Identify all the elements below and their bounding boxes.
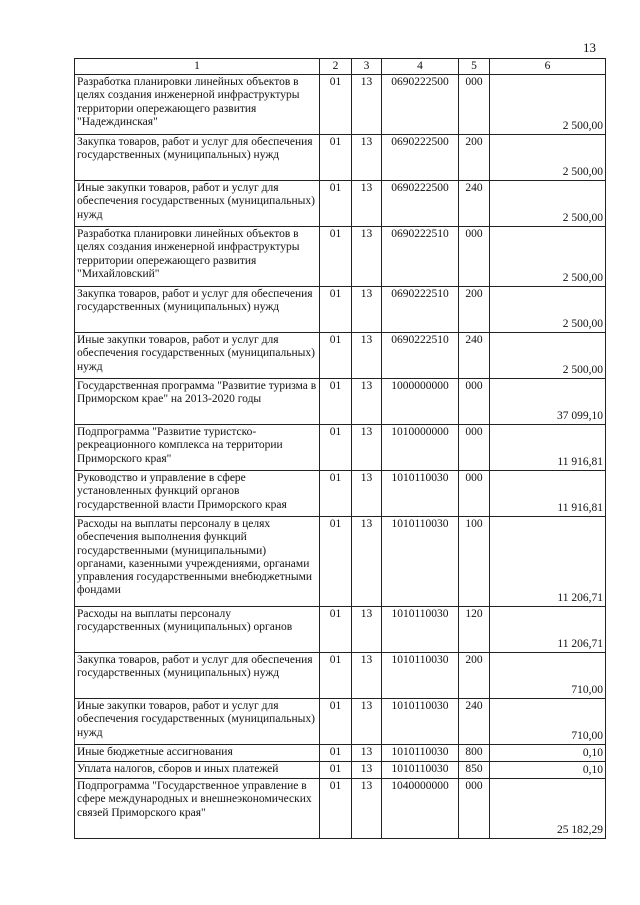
row-name-cell: Закупка товаров, работ и услуг для обеспечения государственных (муниципальных) нужд [75, 653, 320, 699]
section-code-cell: 01 [320, 333, 352, 379]
row-name-cell: Расходы на выплаты персоналу государственных (муниципальных) органов [75, 607, 320, 653]
subsection-code-cell: 13 [352, 287, 382, 333]
table-row [75, 745, 606, 762]
subsection-code-cell: 13 [352, 181, 382, 227]
target-article-cell: 0690222500 [382, 135, 459, 181]
subsection-code-cell: 13 [352, 745, 382, 762]
page-number: 13 [583, 40, 596, 55]
section-code-cell: 01 [320, 762, 352, 779]
header-cell: 2 [320, 59, 352, 75]
target-article-cell: 1010110030 [382, 699, 459, 745]
section-code-cell: 01 [320, 227, 352, 287]
table-header-row [75, 59, 606, 75]
table-row [75, 779, 606, 839]
expense-type-cell: 200 [459, 653, 490, 699]
row-name-cell: Иные закупки товаров, работ и услуг для обеспечения государственных (муниципальных) нужд [75, 699, 320, 745]
row-name-cell: Подпрограмма "Развитие туристско-рекреационного комплекса на территории Приморского края" [75, 425, 320, 471]
table-row [75, 75, 606, 135]
section-code-cell: 01 [320, 379, 352, 425]
amount-cell: 2 500,00 [490, 227, 606, 287]
row-name-cell: Государственная программа "Развитие туризма в Приморском крае" на 2013-2020 годы [75, 379, 320, 425]
expense-type-cell: 000 [459, 227, 490, 287]
target-article-cell: 1010110030 [382, 517, 459, 607]
header-cell: 6 [490, 59, 606, 75]
row-name-cell: Иные закупки товаров, работ и услуг для обеспечения государственных (муниципальных) нужд [75, 181, 320, 227]
expense-type-cell: 240 [459, 181, 490, 227]
section-code-cell: 01 [320, 287, 352, 333]
amount-cell: 25 182,29 [490, 779, 606, 839]
budget-table [74, 58, 606, 839]
amount-cell: 0,10 [490, 762, 606, 779]
row-name-cell: Разработка планировки линейных объектов в целях создания инженерной инфраструктуры территории опережающего развития "Надеждинская" [75, 75, 320, 135]
amount-cell: 11 916,81 [490, 425, 606, 471]
subsection-code-cell: 13 [352, 75, 382, 135]
subsection-code-cell: 13 [352, 227, 382, 287]
target-article-cell: 1010110030 [382, 745, 459, 762]
target-article-cell: 0690222510 [382, 333, 459, 379]
section-code-cell: 01 [320, 745, 352, 762]
target-article-cell: 0690222500 [382, 75, 459, 135]
section-code-cell: 01 [320, 779, 352, 839]
amount-cell: 11 916,81 [490, 471, 606, 517]
target-article-cell: 1040000000 [382, 779, 459, 839]
target-article-cell: 1000000000 [382, 379, 459, 425]
target-article-cell: 0690222500 [382, 181, 459, 227]
row-name-cell: Закупка товаров, работ и услуг для обеспечения государственных (муниципальных) нужд [75, 135, 320, 181]
amount-cell: 2 500,00 [490, 75, 606, 135]
section-code-cell: 01 [320, 517, 352, 607]
expense-type-cell: 240 [459, 699, 490, 745]
amount-cell: 11 206,71 [490, 607, 606, 653]
row-name-cell: Подпрограмма "Государственное управление в сфере международных и внешнеэкономических связей Приморского края" [75, 779, 320, 839]
subsection-code-cell: 13 [352, 379, 382, 425]
row-name-cell: Уплата налогов, сборов и иных платежей [75, 762, 320, 779]
row-name-cell: Иные бюджетные ассигнования [75, 745, 320, 762]
subsection-code-cell: 13 [352, 471, 382, 517]
expense-type-cell: 000 [459, 779, 490, 839]
section-code-cell: 01 [320, 425, 352, 471]
section-code-cell: 01 [320, 607, 352, 653]
target-article-cell: 1010110030 [382, 607, 459, 653]
target-article-cell: 1010110030 [382, 762, 459, 779]
expense-type-cell: 200 [459, 135, 490, 181]
table-row [75, 181, 606, 227]
row-name-cell: Закупка товаров, работ и услуг для обеспечения государственных (муниципальных) нужд [75, 287, 320, 333]
section-code-cell: 01 [320, 471, 352, 517]
target-article-cell: 1010110030 [382, 471, 459, 517]
expense-type-cell: 000 [459, 379, 490, 425]
target-article-cell: 0690222510 [382, 227, 459, 287]
table-row [75, 379, 606, 425]
section-code-cell: 01 [320, 653, 352, 699]
table-row [75, 471, 606, 517]
amount-cell: 37 099,10 [490, 379, 606, 425]
subsection-code-cell: 13 [352, 762, 382, 779]
table-row [75, 287, 606, 333]
table-row [75, 517, 606, 607]
amount-cell: 2 500,00 [490, 181, 606, 227]
amount-cell: 710,00 [490, 699, 606, 745]
table-row [75, 333, 606, 379]
expense-type-cell: 800 [459, 745, 490, 762]
expense-type-cell: 240 [459, 333, 490, 379]
subsection-code-cell: 13 [352, 607, 382, 653]
table-row [75, 227, 606, 287]
table-row [75, 762, 606, 779]
table-row [75, 699, 606, 745]
subsection-code-cell: 13 [352, 779, 382, 839]
row-name-cell: Иные закупки товаров, работ и услуг для обеспечения государственных (муниципальных) нужд [75, 333, 320, 379]
amount-cell: 2 500,00 [490, 287, 606, 333]
expense-type-cell: 200 [459, 287, 490, 333]
amount-cell: 710,00 [490, 653, 606, 699]
target-article-cell: 1010110030 [382, 653, 459, 699]
subsection-code-cell: 13 [352, 425, 382, 471]
section-code-cell: 01 [320, 75, 352, 135]
header-cell: 1 [75, 59, 320, 75]
table-row [75, 653, 606, 699]
subsection-code-cell: 13 [352, 517, 382, 607]
subsection-code-cell: 13 [352, 135, 382, 181]
expense-type-cell: 000 [459, 471, 490, 517]
section-code-cell: 01 [320, 699, 352, 745]
subsection-code-cell: 13 [352, 699, 382, 745]
header-cell: 5 [459, 59, 490, 75]
subsection-code-cell: 13 [352, 653, 382, 699]
section-code-cell: 01 [320, 181, 352, 227]
row-name-cell: Руководство и управление в сфере установленных функций органов государственной власти Приморского края [75, 471, 320, 517]
amount-cell: 11 206,71 [490, 517, 606, 607]
target-article-cell: 1010000000 [382, 425, 459, 471]
amount-cell: 2 500,00 [490, 135, 606, 181]
row-name-cell: Разработка планировки линейных объектов в целях создания инженерной инфраструктуры территории опережающего развития "Михайловский" [75, 227, 320, 287]
section-code-cell: 01 [320, 135, 352, 181]
row-name-cell: Расходы на выплаты персоналу в целях обеспечения выполнения функций государственными (муниципальными) органами, казенными учреждениями, органами управления государственными внебюджетными фондами [75, 517, 320, 607]
expense-type-cell: 000 [459, 75, 490, 135]
target-article-cell: 0690222510 [382, 287, 459, 333]
expense-type-cell: 850 [459, 762, 490, 779]
expense-type-cell: 100 [459, 517, 490, 607]
table-row [75, 607, 606, 653]
table-row [75, 425, 606, 471]
table-row [75, 135, 606, 181]
header-cell: 3 [352, 59, 382, 75]
header-cell: 4 [382, 59, 459, 75]
expense-type-cell: 000 [459, 425, 490, 471]
subsection-code-cell: 13 [352, 333, 382, 379]
amount-cell: 0,10 [490, 745, 606, 762]
amount-cell: 2 500,00 [490, 333, 606, 379]
expense-type-cell: 120 [459, 607, 490, 653]
